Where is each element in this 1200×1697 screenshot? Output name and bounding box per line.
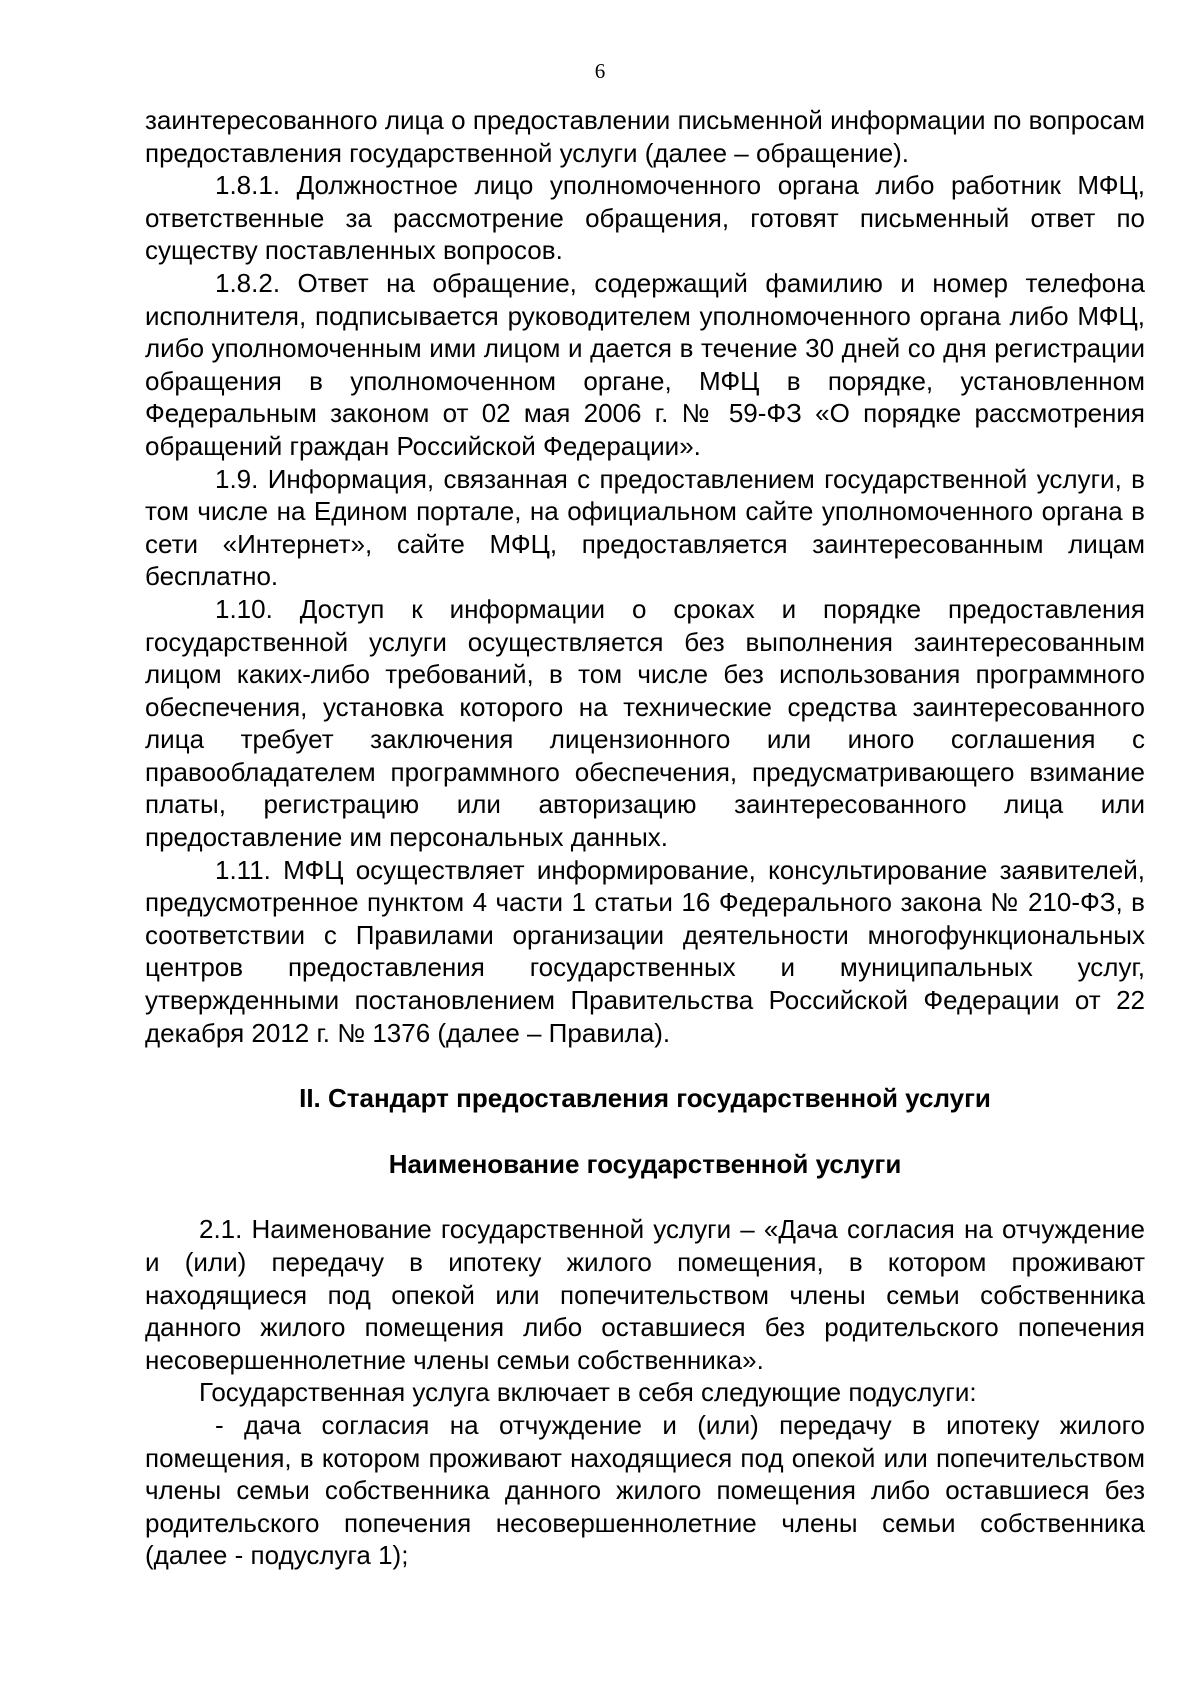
- document-body: [145, 104, 1145, 1572]
- paragraph-1-8-2: 1.8.2. Ответ на обращение, содержащий фамилию и номер телефона исполнителя, подписывается руководителем уполномоченного органа либо МФЦ, либо уполномоченным ими лицом и дается в течение 30 дней со дня регистрации обращения в уполномоченном органе, МФЦ в порядке, установленном Федеральным законом от 02 мая 2006 г. № 59-ФЗ «О порядке рассмотрения обращений граждан Российской Федерации».: [145, 267, 1145, 461]
- paragraph-1-9: 1.9. Информация, связанная с предоставлением государственной услуги, в том числе на Едином портале, на официальном сайте уполномоченного органа в сети «Интернет», сайте МФЦ, предоставляется заинтересованным лицам бесплатно.: [145, 463, 1145, 592]
- paragraph-2-1: 2.1. Наименование государственной услуги – «Дача согласия на отчуждение и (или) передачу в ипотеку жилого помещения, в котором проживают находящиеся под опекой или попечительством члены семьи собственника данного жилого помещения либо оставшиеся без родительского попечения несовершеннолетние члены семьи собственника».: [145, 1214, 1145, 1375]
- list-item-subservice-1: - дача согласия на отчуждение и (или) передачу в ипотеку жилого помещения, в котором проживают находящиеся под опекой или попечительством члены семьи собственника данного жилого помещения либо оставшиеся без родительского попечения несовершеннолетние члены семьи собственника (далее - подуслуга 1);: [145, 1409, 1145, 1571]
- paragraph-1-8-1: 1.8.1. Должностное лицо уполномоченного органа либо работник МФЦ, ответственные за рассмотрение обращения, готовят письменный ответ по существу поставленных вопросов.: [145, 170, 1145, 266]
- page-number: 6: [594, 59, 606, 83]
- section-heading: II. Стандарт предоставления государственной услуги: [299, 1083, 991, 1114]
- paragraph-continuation: заинтересованного лица о предоставлении письменной информации по вопросам предоставления государственной услуги (далее – обращение).: [145, 105, 1145, 168]
- subsection-heading: Наименование государственной услуги: [388, 1148, 902, 1179]
- paragraph-1-10: 1.10. Доступ к информации о сроках и порядке предоставления государственной услуги осуществляется без выполнения заинтересованным лицом каких-либо требований, в том числе без использования программного обеспечения, установка которого на технические средства заинтересованного лица требует заключения лицензионного или иного соглашения с правообладателем программного обеспечения, предусматривающего взимание платы, регистрацию или авторизацию заинтересованного лица или предоставление им персональных данных.: [145, 593, 1145, 853]
- paragraph-1-11: 1.11. МФЦ осуществляет информирование, консультирование заявителей, предусмотренное пунктом 4 части 1 статьи 16 Федерального закона № 210-ФЗ, в соответствии с Правилами организации деятельности многофункциональных центров предоставления государственных и муниципальных услуг, утвержденными постановлением Правительства Российской Федерации от 22 декабря 2012 г. № 1376 (далее – Правила).: [145, 854, 1145, 1048]
- paragraph-subservices-intro: Государственная услуга включает в себя следующие подуслуги:: [199, 1377, 977, 1408]
